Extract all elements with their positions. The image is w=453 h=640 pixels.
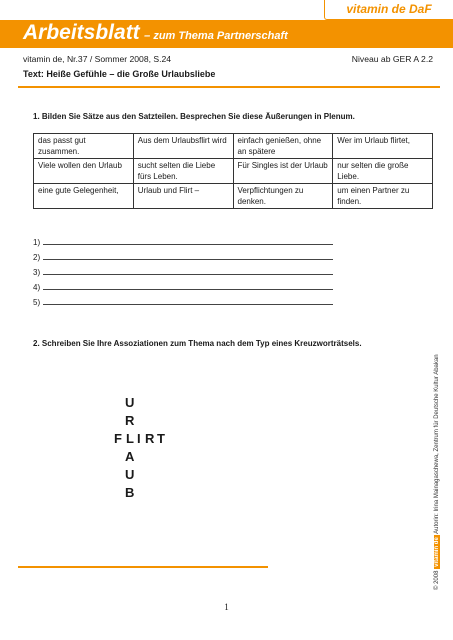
table-cell: Verpflichtungen zu denken. <box>233 184 333 209</box>
crossword-letter: R <box>125 413 135 428</box>
answer-number: 3) <box>33 268 41 277</box>
footer-divider <box>18 566 268 568</box>
crossword-letter: A <box>125 449 135 464</box>
table-row <box>34 184 433 209</box>
sentence-parts-table <box>33 133 433 209</box>
orange-divider <box>18 86 440 88</box>
table-cell: Für Singles ist der Urlaub <box>233 159 333 184</box>
table-row <box>34 134 433 159</box>
answer-line-3[interactable] <box>33 266 333 277</box>
answer-line-2[interactable] <box>33 251 333 262</box>
author-credit: Autorin: Irina Mainagaschewa, Zentrum für Deutsche Kultur Abakan <box>434 354 440 534</box>
crossword-letter: L <box>126 431 134 446</box>
copyright-year: © 2008 <box>434 570 440 590</box>
table-cell: Wer im Urlaub flirtet, <box>333 134 433 159</box>
text-title: Text: Heiße Gefühle – die Große Urlaubsliebe <box>23 69 216 79</box>
answer-number: 5) <box>33 298 41 307</box>
title-main: Arbeitsblatt <box>23 21 140 44</box>
crossword-letter: U <box>125 467 135 482</box>
answer-number: 4) <box>33 283 41 292</box>
level-info: Niveau ab GER A 2.2 <box>351 54 433 64</box>
table-cell: eine gute Gelegenheit, <box>34 184 134 209</box>
worksheet-title <box>23 21 288 45</box>
table-cell: um einen Partner zu finden. <box>333 184 433 209</box>
table-cell: einfach genießen, ohne an spätere <box>233 134 333 159</box>
table-cell: Viele wollen den Urlaub <box>34 159 134 184</box>
crossword-letter: U <box>125 395 135 410</box>
answer-line-5[interactable] <box>33 296 333 307</box>
table-cell: Urlaub und Flirt – <box>133 184 233 209</box>
crossword-letter: F <box>114 431 122 446</box>
page-number: 1 <box>224 602 229 612</box>
table-cell: nur selten die große Liebe. <box>333 159 433 184</box>
task-2-instruction: 2. Schreiben Sie Ihre Assoziationen zum Thema nach dem Typ eines Kreuzworträtsels. <box>33 339 362 348</box>
crossword-letter: R <box>145 431 155 446</box>
vitamin-de-badge: vitamin de <box>434 537 440 567</box>
brand-logo: vitamin de DaF <box>324 0 453 20</box>
title-subtitle: – zum Thema Partnerschaft <box>144 30 288 42</box>
answer-line-4[interactable] <box>33 281 333 292</box>
source-info <box>23 54 433 64</box>
table-cell: sucht selten die Liebe fürs Leben. <box>133 159 233 184</box>
task-1-instruction: 1. Bilden Sie Sätze aus den Satzteilen. Besprechen Sie diese Äußerungen in Plenum. <box>33 112 355 121</box>
crossword-letter: T <box>157 431 165 446</box>
crossword-letter: I <box>137 431 141 446</box>
answer-line-1[interactable] <box>33 236 333 247</box>
table-row <box>34 159 433 184</box>
source-citation: vitamin de, Nr.37 / Sommer 2008, S.24 <box>23 54 172 64</box>
answer-number: 2) <box>33 253 41 262</box>
table-cell: das passt gut zusammen. <box>34 134 134 159</box>
crossword-letter: B <box>125 485 135 500</box>
copyright-sidebar <box>434 354 440 590</box>
table-cell: Aus dem Urlaubsflirt wird <box>133 134 233 159</box>
answer-number: 1) <box>33 238 41 247</box>
